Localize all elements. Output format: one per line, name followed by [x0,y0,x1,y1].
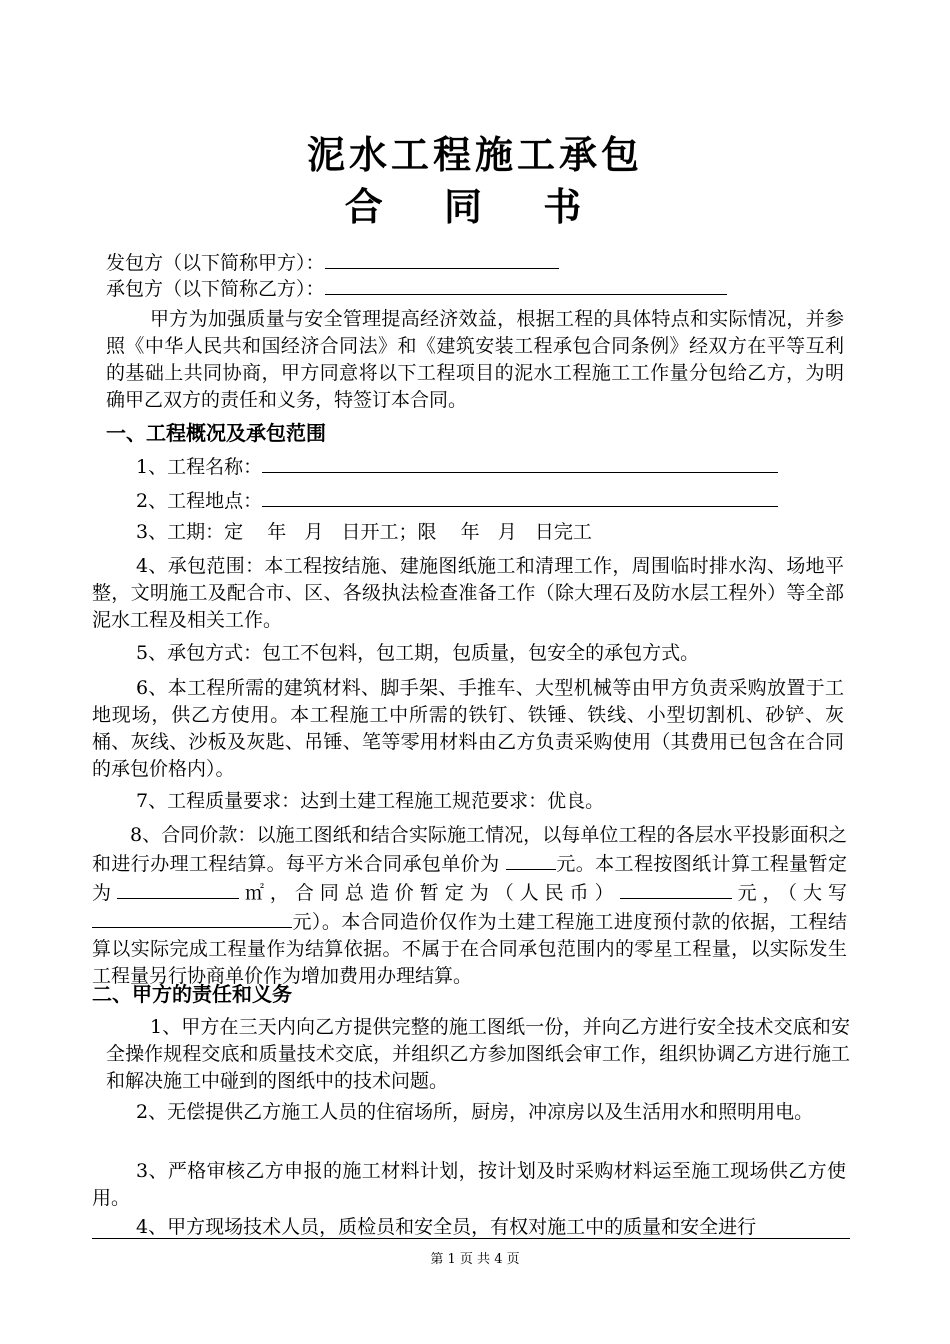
party-a-blank[interactable] [325,248,559,269]
materials-paragraph: 6、本工程所需的建筑材料、脚手架、手推车、大型机械等由甲方负责采购放置于工地现场，供乙方使用。本工程施工中所需的铁钉、铁锤、铁线、小型切割机、砂铲、灰桶、灰线、沙板及灰匙、吊锤、笔等零用材料由乙方负责采购使用（其费用已包含在合同的承包价格内）。 [92,677,844,780]
document-subtitle: 合 同 书 [344,185,606,229]
total-price-blank[interactable] [620,878,732,899]
project-location-label: 2、工程地点： [136,490,263,512]
party-b-label: 承包方（以下简称乙方）： [106,278,325,300]
intro-paragraph: 甲方为加强质量与安全管理提高经济效益，根据工程的具体特点和实际情况，并参照《中华人民共和国经济合同法》和《建筑安装工程承包合同条例》经双方在平等互利的基础上共同协商，甲方同意将以下工程项目的泥水工程施工工作量分包给乙方，为明确甲乙双方的责任和义务，特签订本合同。 [106,308,844,411]
price-text-e: 元）。本合同造价仅作为土建工程施工进度预付款的依据，工程结算以实际完成工程量作为结算依据。不属于在合同承包范围内的零星工程量，以实际发生工程量另行协商单价作为增加费用办理结算。 [92,911,847,987]
party-b-blank[interactable] [325,274,727,295]
contract-mode-paragraph: 5、承包方式：包工不包料，包工期，包质量，包安全的承包方式。 [136,642,700,664]
project-location-row [136,486,778,515]
price-text-b: 元。本工程按图纸计算工程量暂定为 [92,853,847,904]
price-text-d: 元，（大写 [731,882,847,904]
section2-heading: 二、甲方的责任和义务 [92,982,292,1006]
party-a-row [106,248,559,277]
document-title: 泥水工程施工承包 [306,133,643,177]
project-name-blank[interactable] [262,452,778,473]
party-a-duty-3: 3、严格审核乙方申报的施工材料计划，按计划及时采购材料运至施工现场供乙方使用。 [92,1160,846,1209]
scope-paragraph: 4、承包范围：本工程按结施、建施图纸施工和清理工作，周围临时排水沟、场地平整，文明施工及配合市、区、各级执法检查准备工作（除大理石及防水层工程外）等全部泥水工程及相关工作。 [92,555,844,631]
schedule-row: 3、工期：定 年 月 日开工；限 年 月 日完工 [136,521,592,543]
party-a-duty-4: 4、甲方现场技术人员，质检员和安全员，有权对施工中的质量和安全进行 [136,1216,757,1238]
page-number: 第 1 页 共 4 页 [430,1252,520,1267]
party-b-row [106,274,727,303]
price-paragraph [92,822,847,990]
unit-price-blank[interactable] [506,849,556,870]
quantity-blank[interactable] [117,878,239,899]
quality-paragraph: 7、工程质量要求：达到土建工程施工规范要求：优良。 [136,790,605,812]
project-location-blank[interactable] [262,486,778,507]
price-text-c: ㎡，合同总造价暂定为（人民币） [238,882,620,904]
price-text-a: 8、合同价款：以施工图纸和结合实际施工情况，以每单位工程的各层水平投影面积之和进行办理工程结算。每平方米合同承包单价为 [92,824,847,875]
footer-rule [92,1238,850,1239]
project-name-row [136,452,778,481]
project-name-label: 1、工程名称： [136,456,263,478]
party-a-duty-2: 2、无偿提供乙方施工人员的住宿场所，厨房，冲凉房以及生活用水和照明用电。 [136,1101,814,1123]
party-a-label: 发包方（以下简称甲方）： [106,252,325,274]
party-a-duty-1: 1、甲方在三天内向乙方提供完整的施工图纸一份，并向乙方进行安全技术交底和安全操作规程交底和质量技术交底，并组织乙方参加图纸会审工作，组织协调乙方进行施工和解决施工中碰到的图纸中的技术问题。 [106,1016,850,1092]
section1-heading: 一、工程概况及承包范围 [106,421,326,445]
total-price-words-blank[interactable] [92,907,292,928]
